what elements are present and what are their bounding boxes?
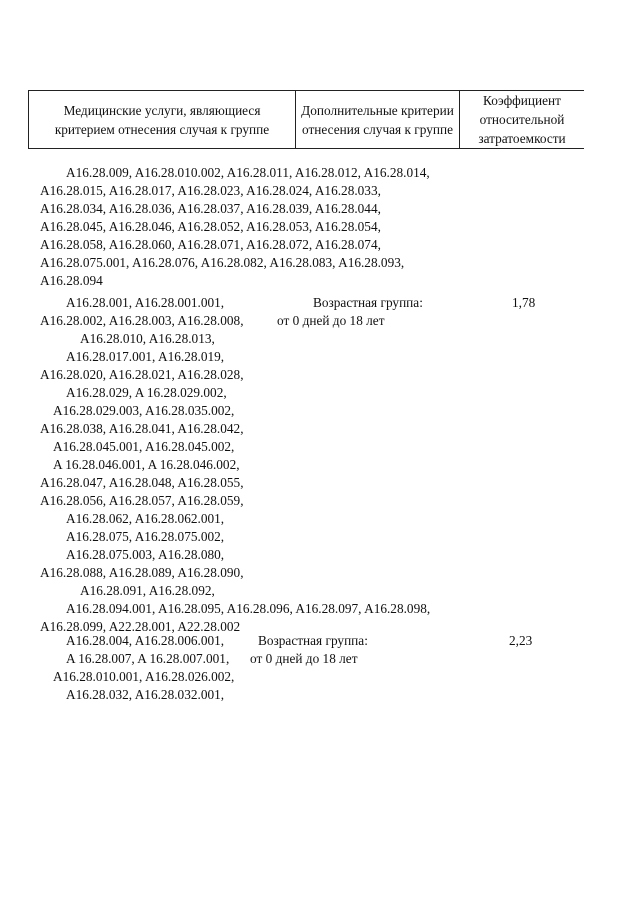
block2-line: A16.28.091, A16.28.092, (80, 583, 215, 598)
block2-line: A16.28.056, A16.28.057, A16.28.059, (40, 493, 244, 508)
block2-coefficient: 1,78 (512, 295, 536, 310)
block2-line: A16.28.017.001, A16.28.019, (66, 349, 225, 364)
header-col-coefficient: Коэффициент относительной затратоемкости (460, 91, 585, 149)
block2-line: A16.28.029.003, A16.28.035.002, (53, 403, 235, 418)
table-header (28, 90, 584, 149)
block2-line: A16.28.038, A16.28.041, A16.28.042, (40, 421, 244, 436)
block2-line: A16.28.001, A16.28.001.001, (66, 295, 225, 310)
block2-line: A16.28.094.001, A16.28.095, A16.28.096, A16.28.097, A16.28.098, (66, 601, 431, 616)
block2-line: A16.28.029, A 16.28.029.002, (66, 385, 227, 400)
block2-line: A16.28.062, A16.28.062.001, (66, 511, 225, 526)
block2-line: A16.28.047, A16.28.048, A16.28.055, (40, 475, 244, 490)
block3-line: A16.28.032, A16.28.032.001, (66, 687, 225, 702)
block3-line: A16.28.010.001, A16.28.026.002, (53, 669, 235, 684)
header-col-services: Медицинские услуги, являющиеся критерием отнесения случая к группе (29, 91, 296, 149)
block2-line: A16.28.075.003, A16.28.080, (66, 547, 225, 562)
block2-line: A16.28.010, A16.28.013, (80, 331, 215, 346)
block3-line: A16.28.004, A16.28.006.001, (66, 633, 225, 648)
block1-line: A16.28.034, A16.28.036, A16.28.037, A16.28.039, A16.28.044, (40, 201, 381, 216)
block1-line: A16.28.075.001, A16.28.076, A16.28.082, A16.28.083, A16.28.093, (40, 255, 405, 270)
block1-line: A16.28.015, A16.28.017, A16.28.023, A16.28.024, A16.28.033, (40, 183, 381, 198)
table-header-row (29, 91, 585, 149)
block2-criteria-age-group: Возрастная группа: (313, 295, 423, 310)
block2-line: A16.28.075, A16.28.075.002, (66, 529, 225, 544)
block2-line: A16.28.099, A22.28.001, A22.28.002 (40, 619, 241, 634)
block3-coefficient: 2,23 (509, 633, 533, 648)
block1-line: A16.28.058, A16.28.060, A16.28.071, A16.28.072, A16.28.074, (40, 237, 381, 252)
block2-line: A16.28.002, A16.28.003, A16.28.008, (40, 313, 244, 328)
block2-line: A16.28.020, A16.28.021, A16.28.028, (40, 367, 244, 382)
block2-line: A 16.28.046.001, A 16.28.046.002, (53, 457, 240, 472)
block1-line: A16.28.009, A16.28.010.002, A16.28.011, A16.28.012, A16.28.014, (66, 165, 430, 180)
block3-criteria-age-range: от 0 дней до 18 лет (250, 651, 358, 666)
block3-line: A 16.28.007, A 16.28.007.001, (66, 651, 230, 666)
block2-line: A16.28.045.001, A16.28.045.002, (53, 439, 235, 454)
block2-line: A16.28.088, A16.28.089, A16.28.090, (40, 565, 244, 580)
header-col-criteria: Дополнительные критерии отнесения случая к группе (296, 91, 460, 149)
block3-criteria-age-group: Возрастная группа: (258, 633, 368, 648)
block2-criteria-age-range: от 0 дней до 18 лет (277, 313, 385, 328)
block1-line: A16.28.094 (40, 273, 103, 288)
block1-line: A16.28.045, A16.28.046, A16.28.052, A16.28.053, A16.28.054, (40, 219, 381, 234)
